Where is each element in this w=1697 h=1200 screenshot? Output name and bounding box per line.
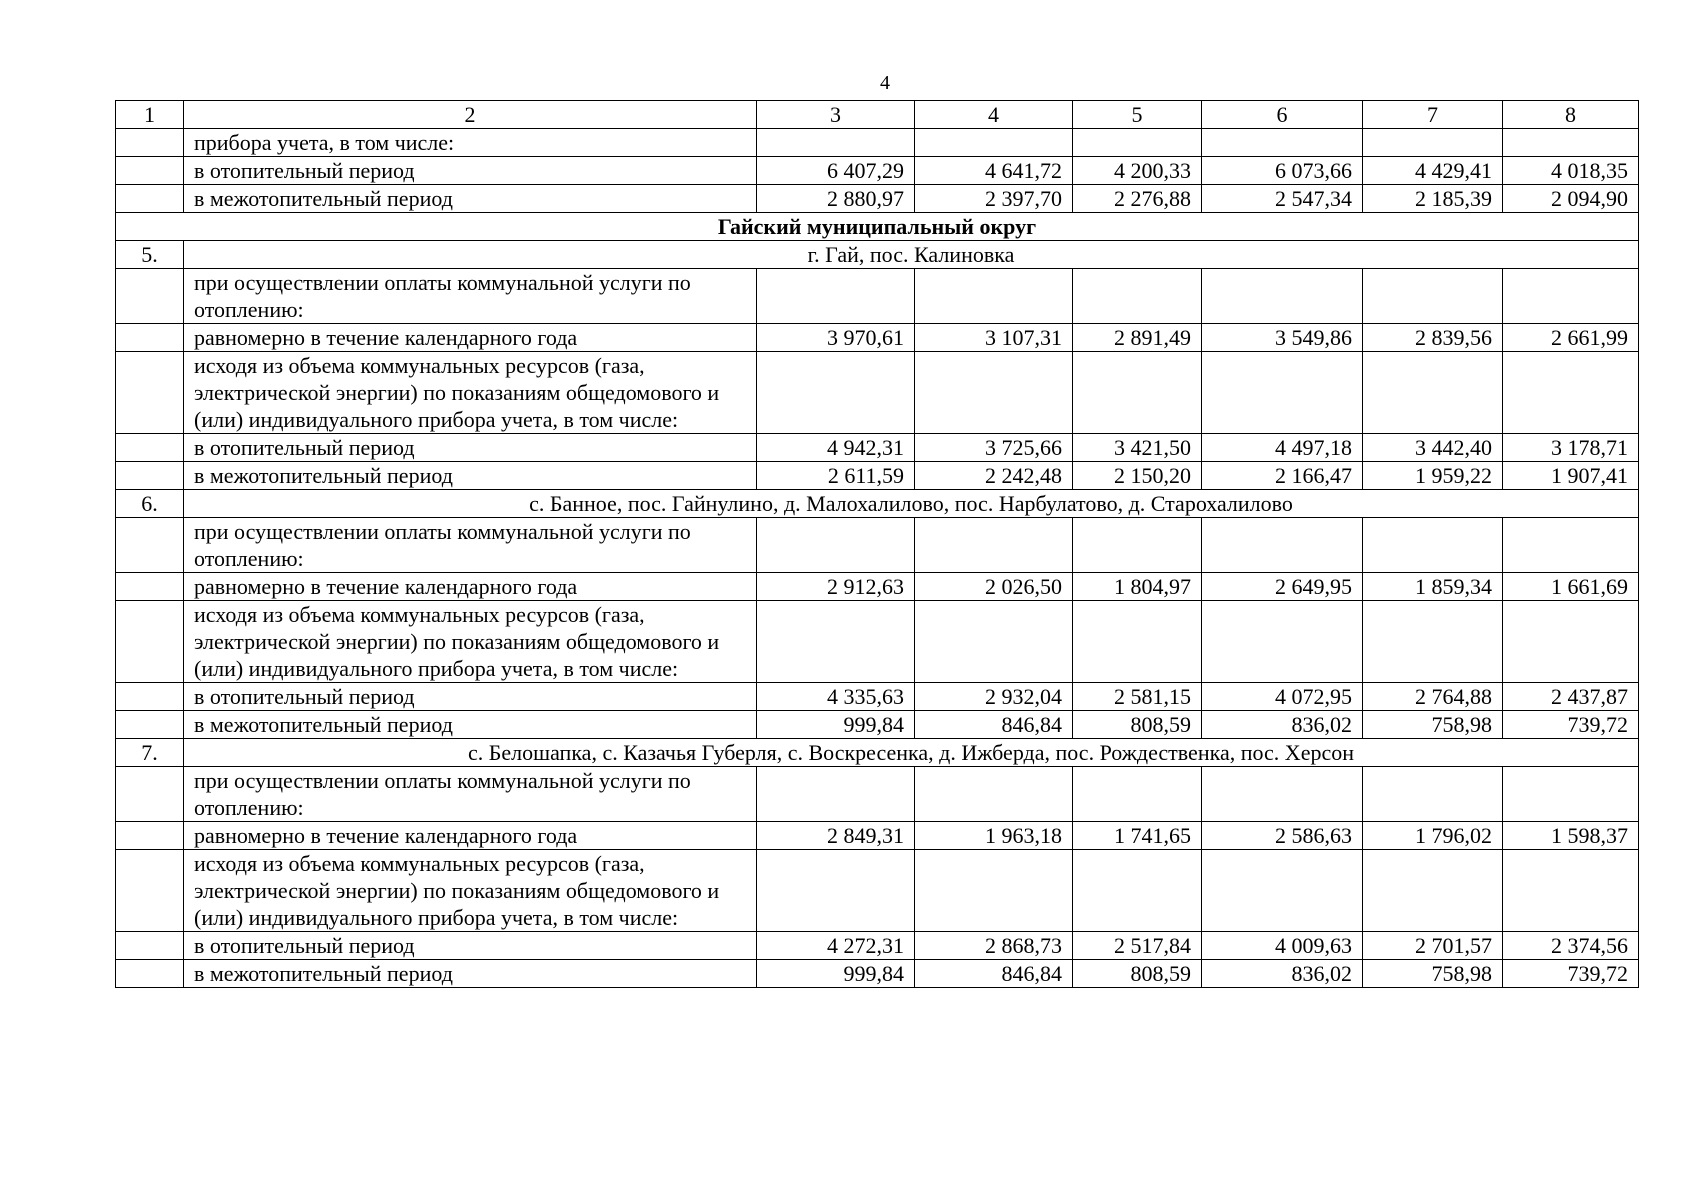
tariff-table — [115, 100, 1639, 988]
table-row — [116, 324, 1639, 352]
row-label: равномерно в течение календарного года — [184, 324, 757, 352]
value-cell — [1073, 601, 1202, 683]
row-label: при осуществлении оплаты коммунальной услуги по отоплению: — [184, 767, 757, 822]
table-row — [116, 185, 1639, 213]
value-cell: 846,84 — [915, 960, 1073, 988]
value-cell — [1503, 850, 1639, 932]
value-cell: 1 963,18 — [915, 822, 1073, 850]
value-cell — [1363, 129, 1503, 157]
value-cell: 2 185,39 — [1363, 185, 1503, 213]
row-label: исходя из объема коммунальных ресурсов (газа, электрической энергии) по показаниям общедомового и (или) индивидуального прибора учета, в том числе: — [184, 601, 757, 683]
row-label: в межотопительный период — [184, 960, 757, 988]
table-row — [116, 601, 1639, 683]
table-row — [116, 269, 1639, 324]
value-cell: 999,84 — [757, 711, 915, 739]
row-label: в отопительный период — [184, 157, 757, 185]
value-cell: 3 970,61 — [757, 324, 915, 352]
table-row — [116, 932, 1639, 960]
row-label: исходя из объема коммунальных ресурсов (газа, электрической энергии) по показаниям общедомового и (или) индивидуального прибора учета, в том числе: — [184, 850, 757, 932]
value-cell: 2 764,88 — [1363, 683, 1503, 711]
value-cell: 2 868,73 — [915, 932, 1073, 960]
column-number-cell: 5 — [1073, 101, 1202, 129]
column-number-cell: 3 — [757, 101, 915, 129]
value-cell — [757, 129, 915, 157]
row-number: 7. — [116, 739, 184, 767]
value-cell: 2 586,63 — [1202, 822, 1363, 850]
row-number — [116, 822, 184, 850]
value-cell: 4 018,35 — [1503, 157, 1639, 185]
value-cell: 2 094,90 — [1503, 185, 1639, 213]
table-row — [116, 711, 1639, 739]
value-cell: 2 150,20 — [1073, 462, 1202, 490]
value-cell — [915, 129, 1073, 157]
row-label: прибора учета, в том числе: — [184, 129, 757, 157]
table-row — [116, 434, 1639, 462]
section-row — [116, 213, 1639, 241]
value-cell: 2 547,34 — [1202, 185, 1363, 213]
value-cell: 2 849,31 — [757, 822, 915, 850]
value-cell — [1202, 601, 1363, 683]
row-label: исходя из объема коммунальных ресурсов (газа, электрической энергии) по показаниям общедомового и (или) индивидуального прибора учета, в том числе: — [184, 352, 757, 434]
value-cell: 739,72 — [1503, 711, 1639, 739]
row-number — [116, 767, 184, 822]
value-cell — [1202, 352, 1363, 434]
column-number-cell: 6 — [1202, 101, 1363, 129]
row-number — [116, 518, 184, 573]
column-number-cell: 4 — [915, 101, 1073, 129]
row-label: в межотопительный период — [184, 462, 757, 490]
value-cell: 3 107,31 — [915, 324, 1073, 352]
column-number-row — [116, 101, 1639, 129]
column-number-cell: 1 — [116, 101, 184, 129]
value-cell: 2 701,57 — [1363, 932, 1503, 960]
value-cell: 836,02 — [1202, 960, 1363, 988]
value-cell: 846,84 — [915, 711, 1073, 739]
row-number — [116, 185, 184, 213]
value-cell — [757, 518, 915, 573]
row-label: равномерно в течение календарного года — [184, 573, 757, 601]
row-number — [116, 601, 184, 683]
row-number — [116, 352, 184, 434]
row-number: 5. — [116, 241, 184, 269]
row-label: при осуществлении оплаты коммунальной услуги по отоплению: — [184, 269, 757, 324]
row-number — [116, 324, 184, 352]
value-cell: 2 891,49 — [1073, 324, 1202, 352]
value-cell — [1073, 850, 1202, 932]
table-row — [116, 573, 1639, 601]
value-cell — [1073, 518, 1202, 573]
value-cell: 3 549,86 — [1202, 324, 1363, 352]
section-title: Гайский муниципальный округ — [116, 213, 1639, 241]
row-number — [116, 462, 184, 490]
value-cell: 1 741,65 — [1073, 822, 1202, 850]
value-cell — [1073, 129, 1202, 157]
row-number: 6. — [116, 490, 184, 518]
value-cell: 2 932,04 — [915, 683, 1073, 711]
row-number — [116, 960, 184, 988]
table-row — [116, 157, 1639, 185]
row-label: в отопительный период — [184, 932, 757, 960]
value-cell — [1073, 269, 1202, 324]
value-cell: 808,59 — [1073, 960, 1202, 988]
value-cell: 2 912,63 — [757, 573, 915, 601]
table-row — [116, 462, 1639, 490]
row-number — [116, 269, 184, 324]
row-label: в отопительный период — [184, 434, 757, 462]
value-cell: 1 959,22 — [1363, 462, 1503, 490]
value-cell — [1073, 767, 1202, 822]
value-cell: 2 649,95 — [1202, 573, 1363, 601]
row-number — [116, 683, 184, 711]
value-cell: 3 421,50 — [1073, 434, 1202, 462]
value-cell: 808,59 — [1073, 711, 1202, 739]
settlement-list: с. Белошапка, с. Казачья Губерля, с. Воскресенка, д. Ижберда, пос. Рождественка, пос. Херсон — [184, 739, 1639, 767]
value-cell — [915, 601, 1073, 683]
value-cell — [757, 269, 915, 324]
value-cell: 2 166,47 — [1202, 462, 1363, 490]
value-cell: 1 859,34 — [1363, 573, 1503, 601]
value-cell: 4 200,33 — [1073, 157, 1202, 185]
value-cell — [1073, 352, 1202, 434]
value-cell: 2 276,88 — [1073, 185, 1202, 213]
value-cell — [915, 767, 1073, 822]
value-cell — [757, 850, 915, 932]
row-number — [116, 932, 184, 960]
value-cell — [915, 352, 1073, 434]
value-cell: 2 026,50 — [915, 573, 1073, 601]
value-cell: 2 880,97 — [757, 185, 915, 213]
row-label: в межотопительный период — [184, 185, 757, 213]
value-cell — [1503, 601, 1639, 683]
table-row — [116, 850, 1639, 932]
value-cell — [915, 269, 1073, 324]
value-cell: 4 272,31 — [757, 932, 915, 960]
row-label: равномерно в течение календарного года — [184, 822, 757, 850]
value-cell — [1202, 129, 1363, 157]
value-cell: 4 429,41 — [1363, 157, 1503, 185]
value-cell: 4 335,63 — [757, 683, 915, 711]
value-cell — [757, 767, 915, 822]
value-cell: 758,98 — [1363, 711, 1503, 739]
value-cell: 6 073,66 — [1202, 157, 1363, 185]
value-cell — [757, 352, 915, 434]
table-row — [116, 129, 1639, 157]
value-cell — [1363, 269, 1503, 324]
value-cell — [1503, 129, 1639, 157]
value-cell — [915, 518, 1073, 573]
value-cell: 999,84 — [757, 960, 915, 988]
value-cell — [1363, 518, 1503, 573]
value-cell: 2 437,87 — [1503, 683, 1639, 711]
value-cell — [1503, 352, 1639, 434]
value-cell — [1363, 352, 1503, 434]
table-row — [116, 683, 1639, 711]
value-cell: 2 397,70 — [915, 185, 1073, 213]
value-cell: 3 442,40 — [1363, 434, 1503, 462]
page-number: 4 — [880, 72, 890, 94]
value-cell: 2 839,56 — [1363, 324, 1503, 352]
table-row — [116, 960, 1639, 988]
value-cell: 1 598,37 — [1503, 822, 1639, 850]
row-number — [116, 850, 184, 932]
value-cell: 6 407,29 — [757, 157, 915, 185]
settlement-list: г. Гай, пос. Калиновка — [184, 241, 1639, 269]
value-cell: 4 009,63 — [1202, 932, 1363, 960]
column-number-cell: 2 — [184, 101, 757, 129]
value-cell: 2 242,48 — [915, 462, 1073, 490]
table-row — [116, 767, 1639, 822]
value-cell — [1363, 601, 1503, 683]
value-cell: 2 611,59 — [757, 462, 915, 490]
row-number — [116, 434, 184, 462]
row-label: в отопительный период — [184, 683, 757, 711]
value-cell: 1 907,41 — [1503, 462, 1639, 490]
table-row — [116, 822, 1639, 850]
value-cell — [915, 850, 1073, 932]
value-cell: 3 178,71 — [1503, 434, 1639, 462]
value-cell: 4 497,18 — [1202, 434, 1363, 462]
value-cell: 739,72 — [1503, 960, 1639, 988]
value-cell — [1202, 767, 1363, 822]
row-label: при осуществлении оплаты коммунальной услуги по отоплению: — [184, 518, 757, 573]
row-number — [116, 157, 184, 185]
table-row — [116, 352, 1639, 434]
value-cell — [1202, 518, 1363, 573]
settlement-list: с. Банное, пос. Гайнулино, д. Малохалилово, пос. Нарбулатово, д. Старохалилово — [184, 490, 1639, 518]
group-row — [116, 490, 1639, 518]
value-cell: 4 641,72 — [915, 157, 1073, 185]
value-cell: 3 725,66 — [915, 434, 1073, 462]
value-cell — [1503, 767, 1639, 822]
value-cell: 836,02 — [1202, 711, 1363, 739]
value-cell: 4 942,31 — [757, 434, 915, 462]
value-cell: 2 517,84 — [1073, 932, 1202, 960]
row-number — [116, 573, 184, 601]
group-row — [116, 739, 1639, 767]
value-cell: 1 804,97 — [1073, 573, 1202, 601]
table-row — [116, 518, 1639, 573]
row-number — [116, 129, 184, 157]
column-number-cell: 8 — [1503, 101, 1639, 129]
value-cell — [1202, 269, 1363, 324]
value-cell: 1 796,02 — [1363, 822, 1503, 850]
value-cell: 1 661,69 — [1503, 573, 1639, 601]
value-cell: 758,98 — [1363, 960, 1503, 988]
value-cell — [1363, 850, 1503, 932]
value-cell — [757, 601, 915, 683]
row-number — [116, 711, 184, 739]
value-cell: 2 661,99 — [1503, 324, 1639, 352]
value-cell — [1363, 767, 1503, 822]
value-cell — [1503, 269, 1639, 324]
value-cell: 2 581,15 — [1073, 683, 1202, 711]
value-cell — [1503, 518, 1639, 573]
row-label: в межотопительный период — [184, 711, 757, 739]
value-cell: 2 374,56 — [1503, 932, 1639, 960]
group-row — [116, 241, 1639, 269]
value-cell: 4 072,95 — [1202, 683, 1363, 711]
value-cell — [1202, 850, 1363, 932]
column-number-cell: 7 — [1363, 101, 1503, 129]
